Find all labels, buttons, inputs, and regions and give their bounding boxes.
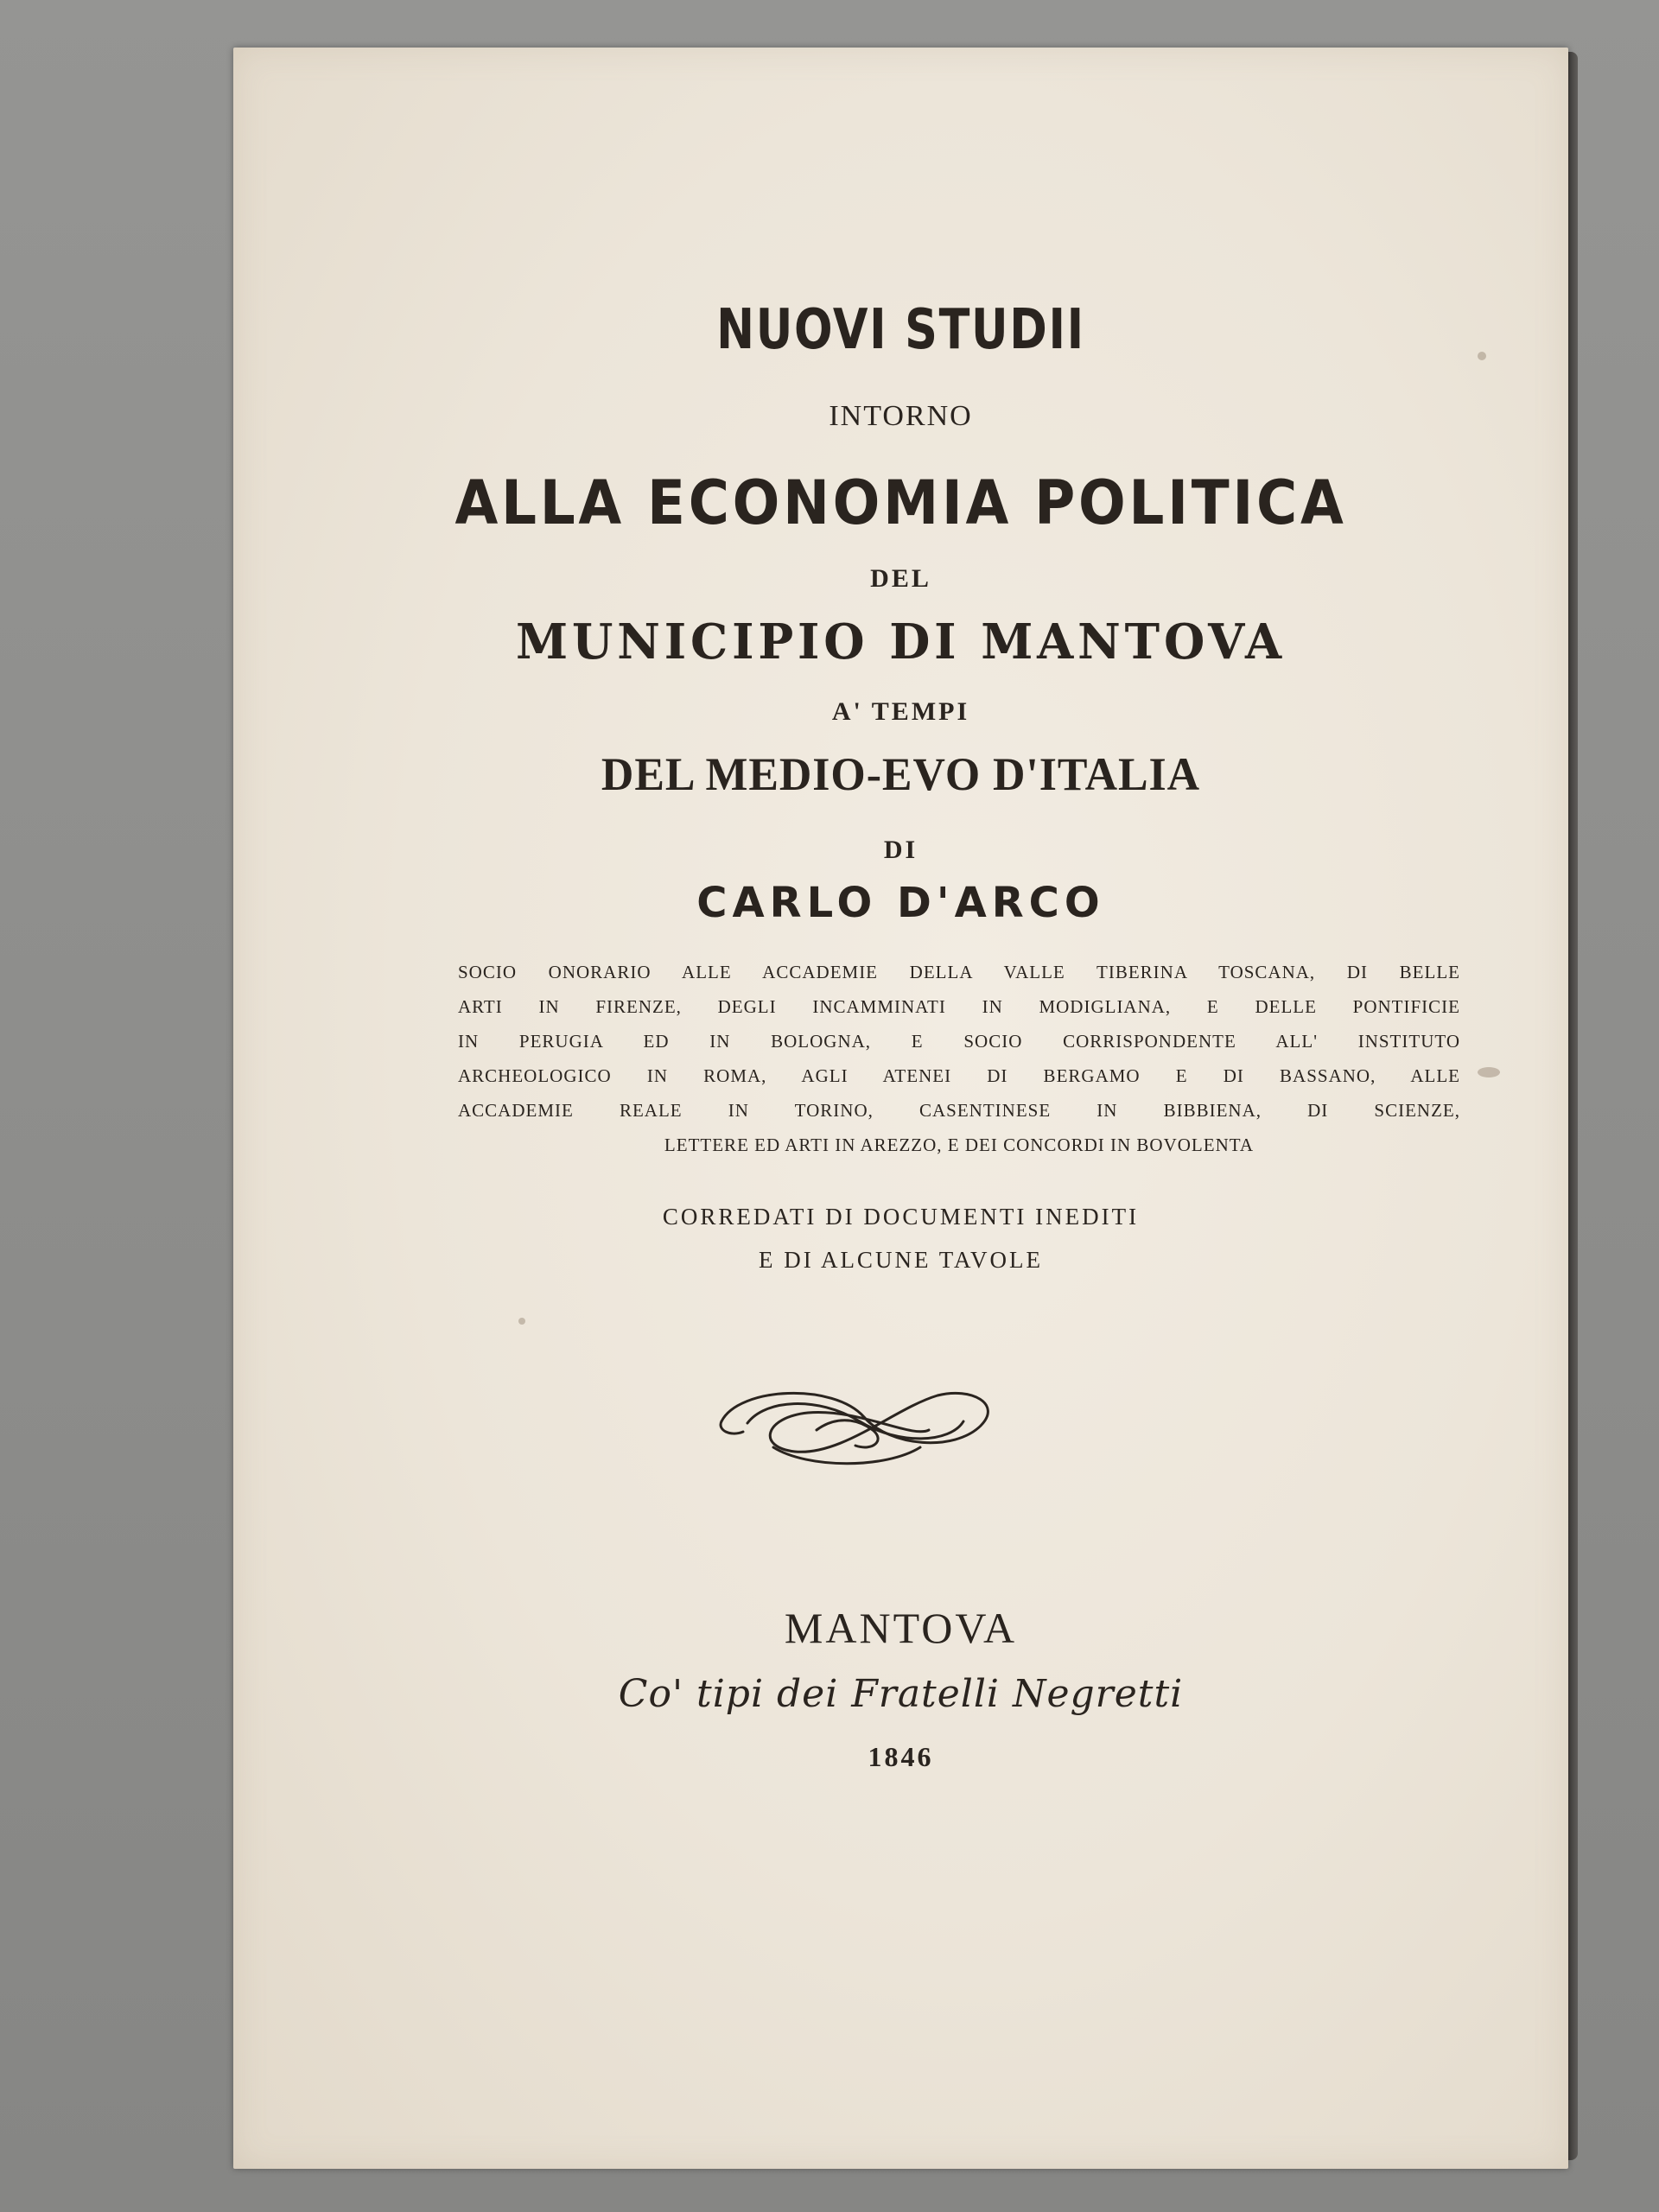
imprint-place: MANTOVA <box>784 1604 1018 1652</box>
supplement-line-2: E DI ALCUNE TAVOLE <box>758 1247 1044 1273</box>
author-affiliation-line: SOCIO ONORARIO ALLE ACCADEMIE DELLA VALLE TIBERINA TOSCANA, DI BELLE <box>458 962 1460 982</box>
supplement-line-1: CORREDATI DI DOCUMENTI INEDITI <box>662 1204 1140 1230</box>
author-affiliation-line: ACCADEMIE REALE IN TORINO, CASENTINESE IN BIBBIENA, DI SCIENZE, <box>458 1100 1460 1121</box>
title-municipio: MUNICIPIO DI MANTOVA <box>516 613 1286 671</box>
title-a-tempi: A' TEMPI <box>831 697 970 726</box>
paper-stain <box>518 1318 525 1325</box>
author-di: DI <box>883 836 918 864</box>
title-del: DEL <box>870 564 931 593</box>
paper-stain <box>1478 352 1486 360</box>
paper-stain <box>1478 1067 1500 1077</box>
decorative-flourish-ornament <box>713 1370 1007 1482</box>
imprint-year: 1846 <box>868 1741 934 1772</box>
title-economia-politica: ALLA ECONOMIA POLITICA <box>454 467 1347 538</box>
title-intorno: INTORNO <box>829 400 973 432</box>
main-title: NUOVI STUDII <box>716 298 1085 362</box>
title-medio-evo: DEL MEDIO-EVO D'ITALIA <box>601 748 1201 800</box>
author-affiliation-line: ARCHEOLOGICO IN ROMA, AGLI ATENEI DI BERGAMO E DI BASSANO, ALLE <box>458 1065 1460 1086</box>
author-affiliation-line: IN PERUGIA ED IN BOLOGNA, E SOCIO CORRISPONDENTE ALL' INSTITUTO <box>458 1031 1460 1052</box>
author-affiliation-line: LETTERE ED ARTI IN AREZZO, E DEI CONCORDI IN BOVOLENTA <box>664 1135 1255 1155</box>
author-affiliation-line: ARTI IN FIRENZE, DEGLI INCAMMINATI IN MODIGLIANA, E DELLE PONTIFICIE <box>458 996 1460 1017</box>
author-name: CARLO D'ARCO <box>696 879 1105 927</box>
imprint-printer: Co' tipi dei Fratelli Negretti <box>618 1672 1184 1716</box>
